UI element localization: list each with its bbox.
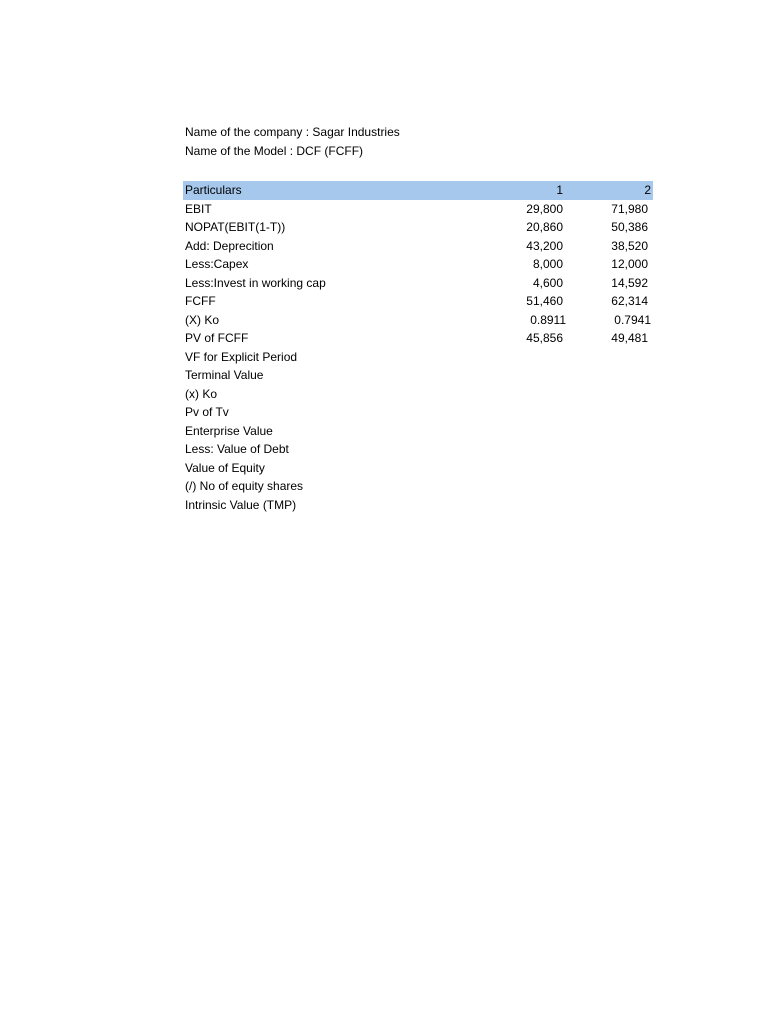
- row-value-year-1: 0.8911: [530, 312, 566, 327]
- table-row-ebit: [183, 200, 653, 219]
- table-row-enterprise-value: [183, 422, 653, 441]
- table-row-fcff: [183, 292, 653, 311]
- row-value-year-2: 62,314: [611, 294, 648, 308]
- table-row-intrinsic-value: [183, 496, 653, 515]
- table-row-nopat: [183, 218, 653, 237]
- table-row-value-of-equity: [183, 459, 653, 478]
- row-value-year-1: 51,460: [526, 294, 563, 308]
- company-name-line: Name of the company : Sagar Industries: [185, 125, 400, 139]
- row-value-year-2: 71,980: [611, 201, 648, 216]
- row-value-year-2: 50,386: [611, 220, 648, 234]
- table-row-pv-fcff: [183, 329, 653, 348]
- table-row-ko-factor: [183, 311, 653, 330]
- row-value-year-2: 0.7941: [614, 312, 651, 327]
- row-value-year-1: 8,000: [532, 257, 563, 271]
- row-label: VF for Explicit Period: [185, 349, 298, 364]
- table-row-value-of-debt: [183, 440, 653, 459]
- header-year-1: 1: [556, 183, 563, 197]
- row-label: (/) No of equity shares: [185, 479, 304, 493]
- row-value-year-1: 43,200: [526, 238, 563, 253]
- row-value-year-2: 12,000: [611, 257, 648, 271]
- row-label: Add: Deprecition: [185, 238, 274, 253]
- row-label: (x) Ko: [185, 386, 218, 401]
- row-label: Less: Value of Debt: [185, 442, 289, 456]
- header-year-2: 2: [644, 183, 651, 197]
- row-label: Less:Capex: [185, 257, 249, 271]
- row-label: Value of Equity: [185, 460, 265, 475]
- row-value-year-2: 14,592: [611, 275, 648, 290]
- row-label: FCFF: [185, 294, 216, 308]
- row-label: Less:Invest in working cap: [185, 275, 326, 290]
- table-header-row: [183, 181, 653, 200]
- table-row-pv-of-tv: [183, 403, 653, 422]
- row-label: PV of FCFF: [185, 331, 249, 345]
- header-particulars: Particulars: [185, 183, 242, 197]
- model-name-line: Name of the Model : DCF (FCFF): [185, 144, 364, 158]
- row-label: NOPAT(EBIT(1-T)): [185, 220, 286, 234]
- table-row-ko: [183, 385, 653, 404]
- row-label: Terminal Value: [185, 368, 264, 382]
- row-label: Intrinsic Value (TMP): [185, 497, 297, 512]
- row-label: Enterprise Value: [185, 423, 273, 438]
- row-label: Pv of Tv: [185, 405, 229, 419]
- table-row-equity-shares: [183, 477, 653, 496]
- table-row-working-capital: [183, 274, 653, 293]
- table-row-capex: [183, 255, 653, 274]
- row-value-year-1: 4,600: [532, 275, 563, 290]
- dcf-table: [183, 181, 653, 514]
- row-label: EBIT: [185, 201, 212, 216]
- table-row-depreciation: [183, 237, 653, 256]
- row-value-year-2: 49,481: [611, 331, 648, 345]
- table-row-terminal-value: [183, 366, 653, 385]
- row-value-year-1: 29,800: [526, 201, 563, 216]
- row-value-year-2: 38,520: [611, 238, 648, 253]
- row-label: (X) Ko: [185, 312, 220, 327]
- table-row-vf-explicit-period: [183, 348, 653, 367]
- row-value-year-1: 20,860: [526, 220, 563, 234]
- row-value-year-1: 45,856: [526, 331, 563, 345]
